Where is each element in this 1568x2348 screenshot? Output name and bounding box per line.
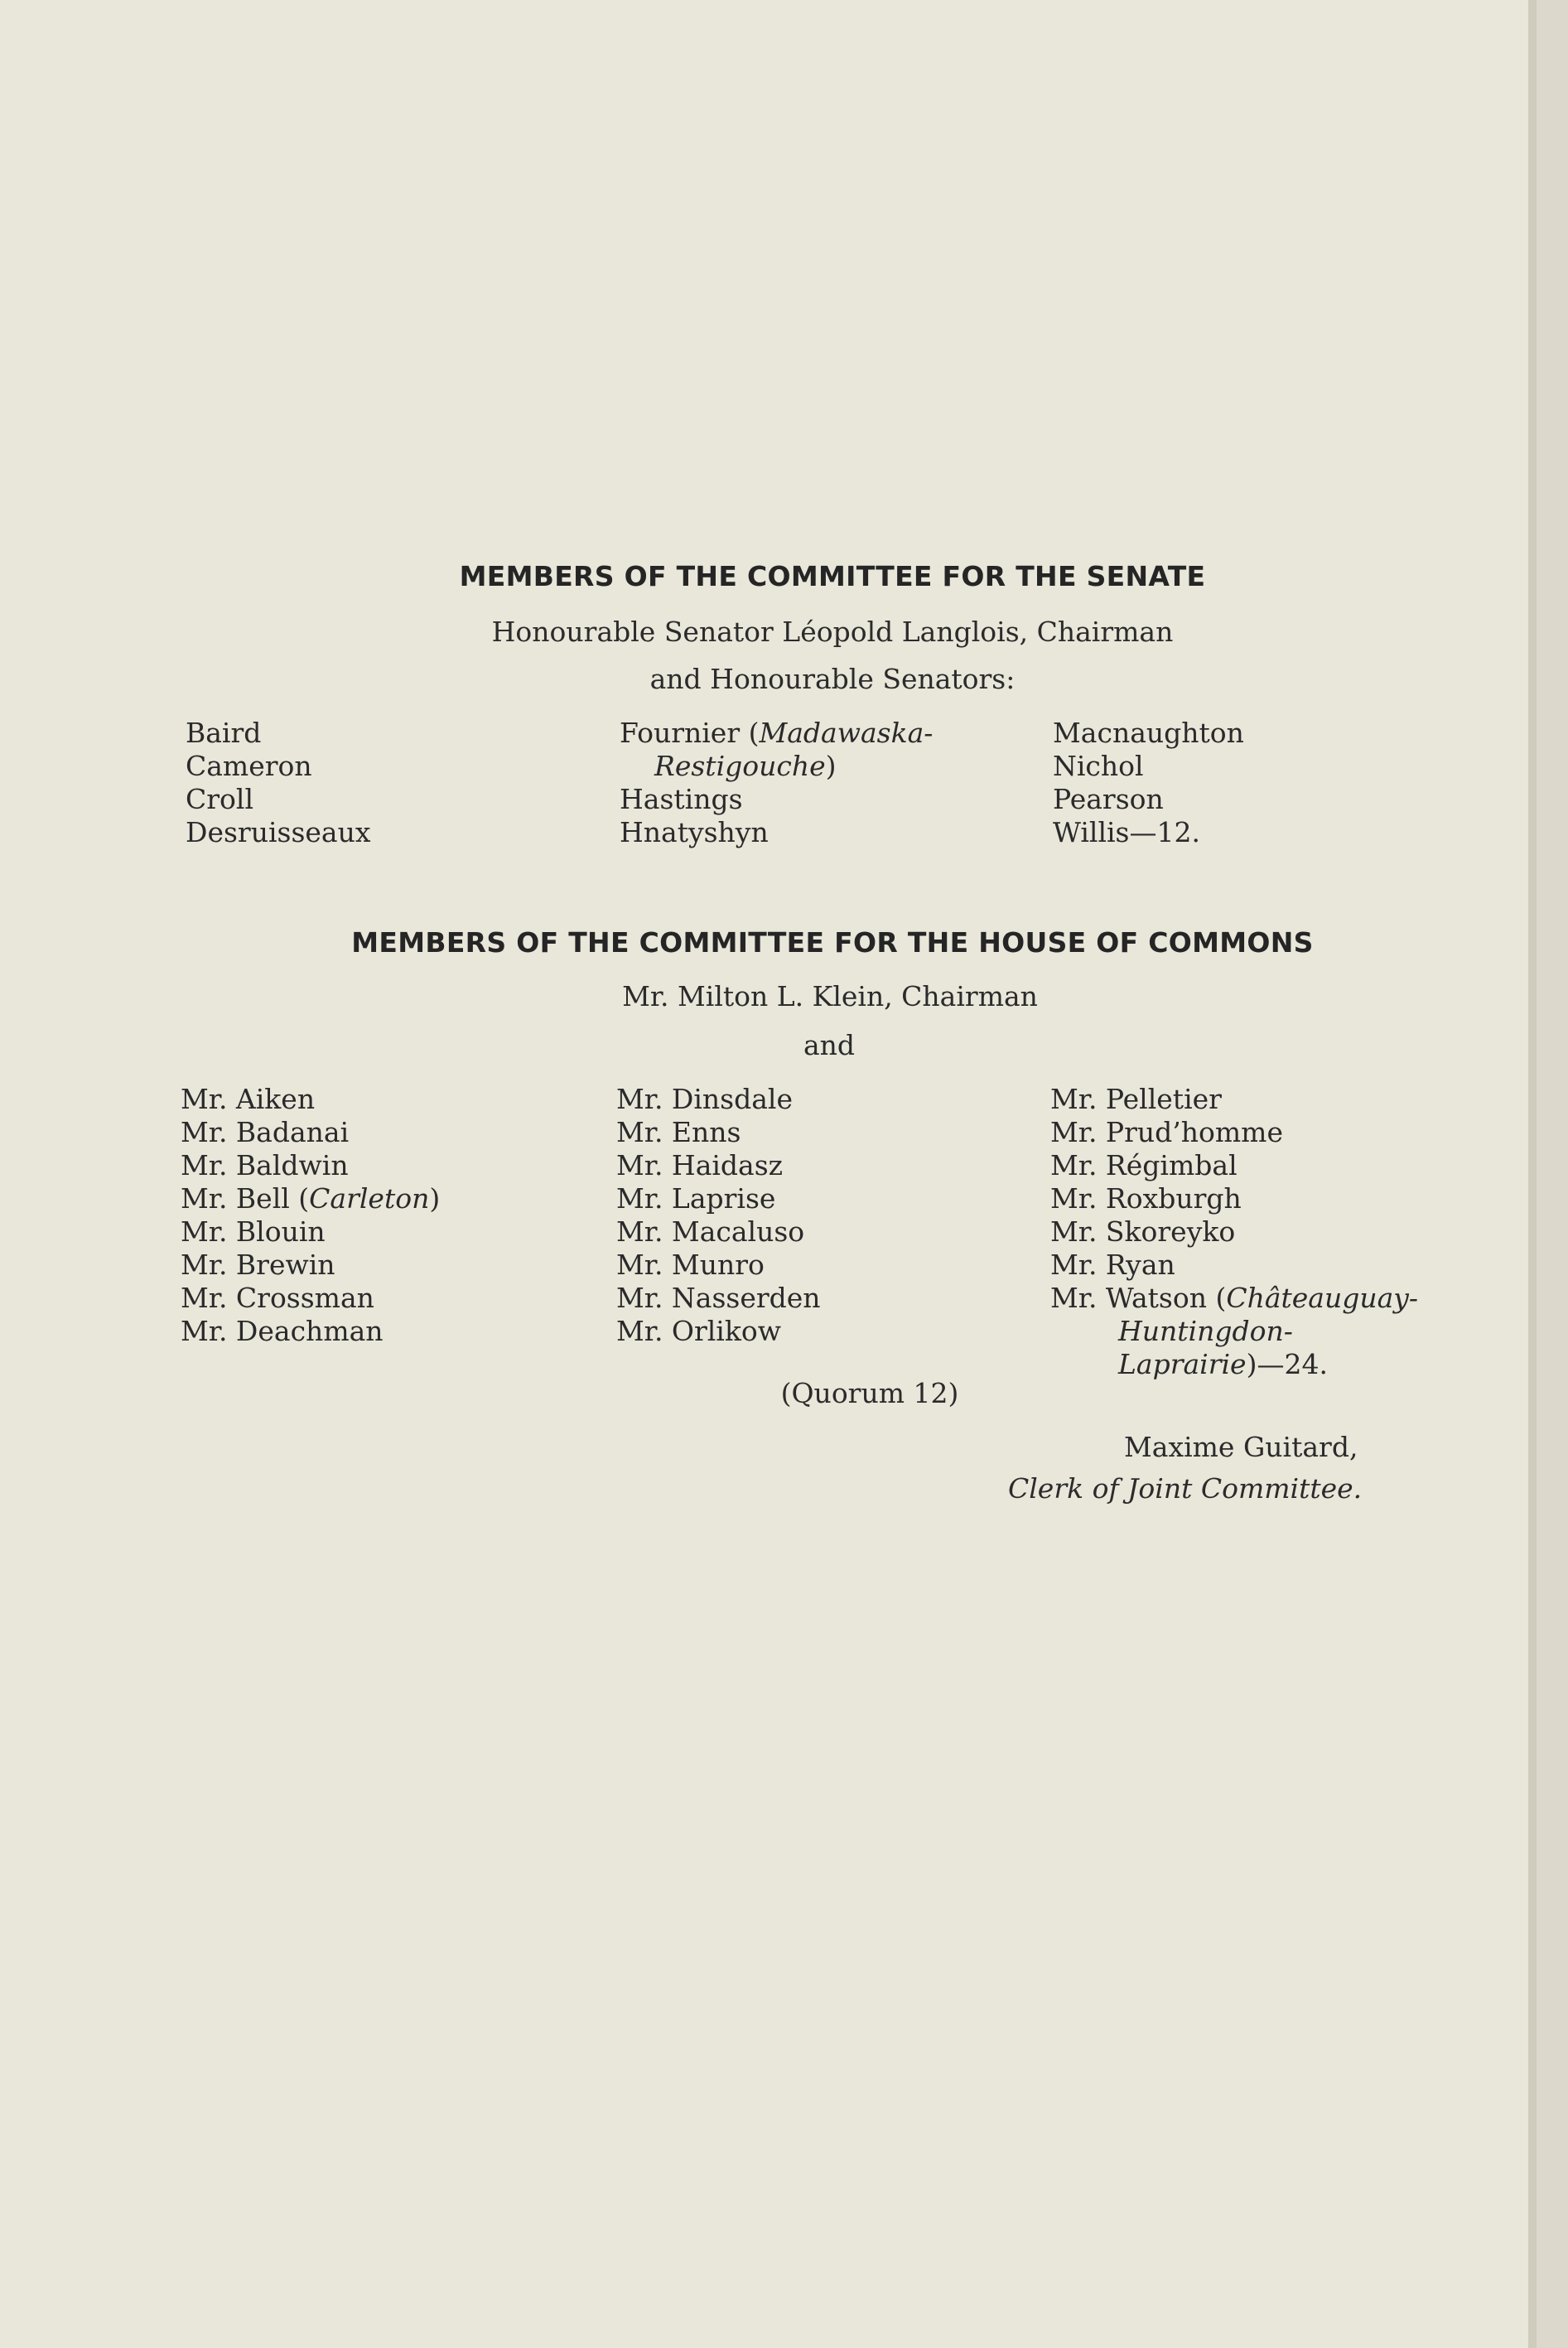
- commons-chairman: Mr. Milton L. Klein, Chairman: [622, 980, 1038, 1012]
- commons-and-line: and: [803, 1029, 856, 1061]
- commons-column-3: [1050, 1083, 1418, 1381]
- member-name: Mr. Baldwin: [181, 1149, 349, 1181]
- member-watson-riding-3: Laprairie)—24.: [1118, 1348, 1328, 1380]
- member-name: Mr. Nasserden: [616, 1282, 821, 1314]
- quorum-note: (Quorum 12): [780, 1377, 959, 1409]
- member-name: Mr. Laprise: [616, 1182, 776, 1215]
- senate-and-line: and Honourable Senators:: [649, 663, 1016, 695]
- senator-name: Hastings: [620, 783, 743, 815]
- member-name: Mr. Crossman: [181, 1282, 374, 1314]
- member-name: Mr. Brewin: [181, 1249, 335, 1281]
- member-name: Mr. Prud’homme: [1050, 1116, 1283, 1148]
- member-name: Mr. Orlikow: [616, 1315, 781, 1347]
- member-name: Mr. Pelletier: [1050, 1083, 1222, 1115]
- member-name: Mr. Dinsdale: [616, 1083, 794, 1115]
- senator-name: Pearson: [1053, 783, 1164, 815]
- commons-heading: MEMBERS OF THE COMMITTEE FOR THE HOUSE OF COMMONS: [351, 926, 1314, 959]
- member-name: Mr. Deachman: [181, 1315, 384, 1347]
- senate-chairman: Honourable Senator Léopold Langlois, Chairman: [491, 616, 1174, 648]
- senate-column-1: [186, 717, 370, 849]
- member-name: Mr. Aiken: [181, 1083, 316, 1115]
- senator-name: Desruisseaux: [186, 816, 371, 848]
- member-name: Mr. Blouin: [181, 1215, 326, 1248]
- senator-name: Cameron: [186, 750, 312, 782]
- member-bell: Mr. Bell (Carleton): [181, 1182, 441, 1215]
- member-name: Mr. Enns: [616, 1116, 741, 1148]
- senate-heading: MEMBERS OF THE COMMITTEE FOR THE SENATE: [459, 560, 1206, 592]
- member-watson-riding-2: Huntingdon-: [1118, 1315, 1293, 1347]
- member-name: Mr. Régimbal: [1050, 1149, 1238, 1181]
- page-edge: [1528, 0, 1537, 2348]
- senator-name: Hnatyshyn: [620, 816, 769, 848]
- senator-fournier: Fournier (Madawaska-: [620, 717, 934, 749]
- clerk-title: Clerk of Joint Committee.: [1008, 1472, 1363, 1505]
- clerk-name: Maxime Guitard,: [1124, 1431, 1358, 1463]
- member-watson: Mr. Watson (Châteauguay-: [1050, 1282, 1419, 1314]
- member-name: Mr. Ryan: [1050, 1249, 1175, 1281]
- member-name: Mr. Skoreyko: [1050, 1215, 1236, 1248]
- member-name: Mr. Roxburgh: [1050, 1182, 1242, 1215]
- senator-name: Baird: [186, 717, 262, 749]
- commons-column-1: [181, 1083, 440, 1348]
- senator-name: Nichol: [1053, 750, 1144, 782]
- senate-column-3: [1053, 717, 1244, 849]
- member-name: Mr. Haidasz: [616, 1149, 784, 1181]
- senator-fournier-riding: Restigouche): [654, 750, 837, 782]
- member-name: Mr. Macaluso: [616, 1215, 805, 1248]
- next-page-edge: [1537, 0, 1568, 2348]
- member-name: Mr. Munro: [616, 1249, 765, 1281]
- senate-column-2: [620, 717, 933, 849]
- senator-name: Macnaughton: [1053, 717, 1244, 749]
- senator-name: Willis—12.: [1053, 816, 1200, 848]
- senator-name: Croll: [186, 783, 254, 815]
- member-name: Mr. Badanai: [181, 1116, 350, 1148]
- commons-column-2: [616, 1083, 821, 1348]
